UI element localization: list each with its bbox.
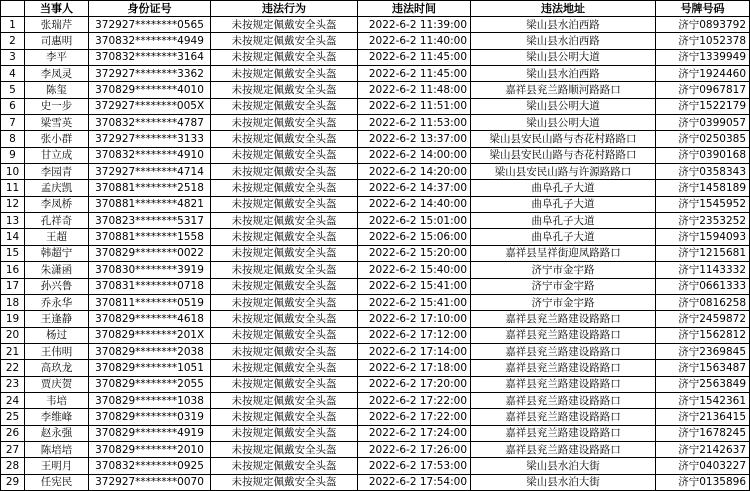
violation-address: 济宁市金宇路 bbox=[471, 262, 656, 278]
table-row bbox=[1, 229, 750, 245]
party-name: 孟庆凯 bbox=[25, 180, 89, 196]
id-number: 370829********4919 bbox=[89, 425, 211, 441]
row-index: 27 bbox=[1, 441, 25, 457]
table-row bbox=[1, 262, 750, 278]
plate-number: 济宁1563487 bbox=[656, 360, 750, 376]
row-index: 8 bbox=[1, 131, 25, 147]
row-index: 18 bbox=[1, 294, 25, 310]
plate-number: 济宁1215681 bbox=[656, 245, 750, 261]
plate-number: 济宁1562812 bbox=[656, 327, 750, 343]
violation-address: 梁山县安民山路与许源路路口 bbox=[471, 164, 656, 180]
plate-number: 济宁2369845 bbox=[656, 343, 750, 359]
id-number: 372927********3133 bbox=[89, 131, 211, 147]
violation-time: 2022-6-2 17:22:00 bbox=[358, 409, 471, 425]
party-name: 王明月 bbox=[25, 458, 89, 474]
party-name: 史一步 bbox=[25, 98, 89, 114]
id-number: 370832********3164 bbox=[89, 49, 211, 65]
plate-number: 济宁1143332 bbox=[656, 262, 750, 278]
plate-number: 济宁1542361 bbox=[656, 392, 750, 408]
violation-address: 嘉祥县兖兰路建设路路口 bbox=[471, 360, 656, 376]
violation-address: 梁山县公明大道 bbox=[471, 115, 656, 131]
row-index: 26 bbox=[1, 425, 25, 441]
violation: 未按规定佩戴安全头盔 bbox=[211, 311, 358, 327]
id-number: 370829********2055 bbox=[89, 376, 211, 392]
row-index: 28 bbox=[1, 458, 25, 474]
party-name: 张小群 bbox=[25, 131, 89, 147]
id-number: 370829********1038 bbox=[89, 392, 211, 408]
violation: 未按规定佩戴安全头盔 bbox=[211, 98, 358, 114]
id-number: 372927********0565 bbox=[89, 17, 211, 33]
violation-time: 2022-6-2 17:12:00 bbox=[358, 327, 471, 343]
violation-time: 2022-6-2 15:40:00 bbox=[358, 262, 471, 278]
violation-address: 嘉祥县兖兰路建设路路口 bbox=[471, 409, 656, 425]
table-body bbox=[1, 17, 750, 491]
violation: 未按规定佩戴安全头盔 bbox=[211, 343, 358, 359]
party-name: 贾庆贺 bbox=[25, 376, 89, 392]
row-index: 19 bbox=[1, 311, 25, 327]
header-address: 违法地址 bbox=[471, 1, 656, 17]
party-name: 张瑞芹 bbox=[25, 17, 89, 33]
violation-address: 嘉祥县兖兰路建设路路口 bbox=[471, 311, 656, 327]
id-number: 370829********0319 bbox=[89, 409, 211, 425]
plate-number: 济宁1678245 bbox=[656, 425, 750, 441]
party-name: 朱潇函 bbox=[25, 262, 89, 278]
id-number: 370829********1051 bbox=[89, 360, 211, 376]
party-name: 王逢静 bbox=[25, 311, 89, 327]
header-id-number: 身份证号 bbox=[89, 1, 211, 17]
table-row bbox=[1, 180, 750, 196]
row-index: 6 bbox=[1, 98, 25, 114]
row-index: 16 bbox=[1, 262, 25, 278]
plate-number: 济宁1594093 bbox=[656, 229, 750, 245]
party-name: 王伟明 bbox=[25, 343, 89, 359]
plate-number: 济宁0403227 bbox=[656, 458, 750, 474]
party-name: 孔祥奇 bbox=[25, 213, 89, 229]
violation-address: 嘉祥县兖兰路顺河路路口 bbox=[471, 82, 656, 98]
violation-time: 2022-6-2 15:41:00 bbox=[358, 294, 471, 310]
violation-address: 梁山县水泊大街 bbox=[471, 458, 656, 474]
violation: 未按规定佩戴安全头盔 bbox=[211, 409, 358, 425]
violation-address: 嘉祥县兖兰路建设路路口 bbox=[471, 327, 656, 343]
row-index: 20 bbox=[1, 327, 25, 343]
violation-time: 2022-6-2 17:10:00 bbox=[358, 311, 471, 327]
plate-number: 济宁0358343 bbox=[656, 164, 750, 180]
violation: 未按规定佩戴安全头盔 bbox=[211, 33, 358, 49]
violation-address: 梁山县安民山路与杏花村路路口 bbox=[471, 147, 656, 163]
violation-address: 嘉祥县兖兰路建设路路口 bbox=[471, 376, 656, 392]
table-row bbox=[1, 131, 750, 147]
plate-number: 济宁1052378 bbox=[656, 33, 750, 49]
violation: 未按规定佩戴安全头盔 bbox=[211, 49, 358, 65]
table-row bbox=[1, 458, 750, 474]
party-name: 高玖龙 bbox=[25, 360, 89, 376]
id-number: 370829********201X bbox=[89, 327, 211, 343]
violation-time: 2022-6-2 14:00:00 bbox=[358, 147, 471, 163]
party-name: 陈玺 bbox=[25, 82, 89, 98]
violation: 未按规定佩戴安全头盔 bbox=[211, 441, 358, 457]
table-row bbox=[1, 360, 750, 376]
party-name: 杨过 bbox=[25, 327, 89, 343]
row-index: 21 bbox=[1, 343, 25, 359]
party-name: 乔永华 bbox=[25, 294, 89, 310]
violation-address: 济宁市金宇路 bbox=[471, 278, 656, 294]
violation: 未按规定佩戴安全头盔 bbox=[211, 196, 358, 212]
row-index: 14 bbox=[1, 229, 25, 245]
table-row bbox=[1, 278, 750, 294]
row-index: 2 bbox=[1, 33, 25, 49]
row-index: 11 bbox=[1, 180, 25, 196]
table-row bbox=[1, 66, 750, 82]
row-index: 15 bbox=[1, 245, 25, 261]
violation: 未按规定佩戴安全头盔 bbox=[211, 392, 358, 408]
row-index: 17 bbox=[1, 278, 25, 294]
violation: 未按规定佩戴安全头盔 bbox=[211, 147, 358, 163]
plate-number: 济宁0661333 bbox=[656, 278, 750, 294]
table-row bbox=[1, 343, 750, 359]
violation-address: 曲阜孔子大道 bbox=[471, 229, 656, 245]
id-number: 370829********4010 bbox=[89, 82, 211, 98]
violation-time: 2022-6-2 17:26:00 bbox=[358, 441, 471, 457]
table-row bbox=[1, 98, 750, 114]
party-name: 李平 bbox=[25, 49, 89, 65]
violation-time: 2022-6-2 17:20:00 bbox=[358, 376, 471, 392]
party-name: 李维峰 bbox=[25, 409, 89, 425]
party-name: 司惠明 bbox=[25, 33, 89, 49]
violation-address: 梁山县水泊大街 bbox=[471, 474, 656, 490]
id-number: 370881********1558 bbox=[89, 229, 211, 245]
table-row bbox=[1, 196, 750, 212]
table-row bbox=[1, 33, 750, 49]
row-index: 9 bbox=[1, 147, 25, 163]
plate-number: 济宁2353252 bbox=[656, 213, 750, 229]
table-row bbox=[1, 441, 750, 457]
table-row bbox=[1, 17, 750, 33]
violation-time: 2022-6-2 17:14:00 bbox=[358, 343, 471, 359]
row-index: 3 bbox=[1, 49, 25, 65]
party-name: 陈培培 bbox=[25, 441, 89, 457]
violation: 未按规定佩戴安全头盔 bbox=[211, 131, 358, 147]
plate-number: 济宁1458189 bbox=[656, 180, 750, 196]
header-row bbox=[1, 1, 750, 17]
violation: 未按规定佩戴安全头盔 bbox=[211, 294, 358, 310]
table-row bbox=[1, 115, 750, 131]
party-name: 任宪民 bbox=[25, 474, 89, 490]
violation: 未按规定佩戴安全头盔 bbox=[211, 245, 358, 261]
party-name: 韦培 bbox=[25, 392, 89, 408]
table-row bbox=[1, 474, 750, 490]
row-index: 22 bbox=[1, 360, 25, 376]
plate-number: 济宁0893792 bbox=[656, 17, 750, 33]
violation: 未按规定佩戴安全头盔 bbox=[211, 229, 358, 245]
violation-time: 2022-6-2 13:37:00 bbox=[358, 131, 471, 147]
violation: 未按规定佩戴安全头盔 bbox=[211, 180, 358, 196]
header-violation: 违法行为 bbox=[211, 1, 358, 17]
id-number: 370832********4910 bbox=[89, 147, 211, 163]
id-number: 370823********5317 bbox=[89, 213, 211, 229]
violation-address: 嘉祥县兖兰路建设路路口 bbox=[471, 425, 656, 441]
row-index: 12 bbox=[1, 196, 25, 212]
id-number: 370811********0519 bbox=[89, 294, 211, 310]
party-name: 王超 bbox=[25, 229, 89, 245]
violation-address: 曲阜孔子大道 bbox=[471, 180, 656, 196]
table-row bbox=[1, 425, 750, 441]
violation: 未按规定佩戴安全头盔 bbox=[211, 213, 358, 229]
plate-number: 济宁2142637 bbox=[656, 441, 750, 457]
table-row bbox=[1, 392, 750, 408]
party-name: 甘立成 bbox=[25, 147, 89, 163]
plate-number: 济宁2563849 bbox=[656, 376, 750, 392]
violation-time: 2022-6-2 11:53:00 bbox=[358, 115, 471, 131]
violation-time: 2022-6-2 15:41:00 bbox=[358, 278, 471, 294]
id-number: 370831********0718 bbox=[89, 278, 211, 294]
id-number: 372927********005X bbox=[89, 98, 211, 114]
violation-address: 嘉祥县兖兰路建设路路口 bbox=[471, 343, 656, 359]
violation: 未按规定佩戴安全头盔 bbox=[211, 327, 358, 343]
table-row bbox=[1, 294, 750, 310]
party-name: 赵永强 bbox=[25, 425, 89, 441]
row-index: 29 bbox=[1, 474, 25, 490]
id-number: 370829********2010 bbox=[89, 441, 211, 457]
plate-number: 济宁0390168 bbox=[656, 147, 750, 163]
violation-address: 梁山县公明大道 bbox=[471, 98, 656, 114]
plate-number: 济宁2459872 bbox=[656, 311, 750, 327]
plate-number: 济宁1339949 bbox=[656, 49, 750, 65]
row-index: 24 bbox=[1, 392, 25, 408]
violation-time: 2022-6-2 15:20:00 bbox=[358, 245, 471, 261]
violation-address: 嘉祥县呈祥街迎凤路路口 bbox=[471, 245, 656, 261]
id-number: 370881********2518 bbox=[89, 180, 211, 196]
table-row bbox=[1, 245, 750, 261]
violation-time: 2022-6-2 14:37:00 bbox=[358, 180, 471, 196]
violation: 未按规定佩戴安全头盔 bbox=[211, 82, 358, 98]
id-number: 370881********4821 bbox=[89, 196, 211, 212]
plate-number: 济宁0250385 bbox=[656, 131, 750, 147]
id-number: 370829********2038 bbox=[89, 343, 211, 359]
table-row bbox=[1, 164, 750, 180]
row-index: 10 bbox=[1, 164, 25, 180]
violation-address: 济宁市金宇路 bbox=[471, 294, 656, 310]
violation-time: 2022-6-2 17:22:00 bbox=[358, 392, 471, 408]
id-number: 370829********0022 bbox=[89, 245, 211, 261]
violation-time: 2022-6-2 14:40:00 bbox=[358, 196, 471, 212]
id-number: 370832********4787 bbox=[89, 115, 211, 131]
row-index: 25 bbox=[1, 409, 25, 425]
plate-number: 济宁0816258 bbox=[656, 294, 750, 310]
violation-time: 2022-6-2 11:39:00 bbox=[358, 17, 471, 33]
id-number: 370832********0925 bbox=[89, 458, 211, 474]
violation-time: 2022-6-2 15:01:00 bbox=[358, 213, 471, 229]
id-number: 370829********4618 bbox=[89, 311, 211, 327]
violation-time: 2022-6-2 17:24:00 bbox=[358, 425, 471, 441]
violation-time: 2022-6-2 11:48:00 bbox=[358, 82, 471, 98]
row-index: 13 bbox=[1, 213, 25, 229]
violation: 未按规定佩戴安全头盔 bbox=[211, 376, 358, 392]
header-plate: 号牌号码 bbox=[656, 1, 750, 17]
party-name: 李园青 bbox=[25, 164, 89, 180]
header-time: 违法时间 bbox=[358, 1, 471, 17]
plate-number: 济宁1545952 bbox=[656, 196, 750, 212]
plate-number: 济宁1924460 bbox=[656, 66, 750, 82]
id-number: 372927********0070 bbox=[89, 474, 211, 490]
id-number: 370832********4949 bbox=[89, 33, 211, 49]
violation-time: 2022-6-2 11:51:00 bbox=[358, 98, 471, 114]
violation-time: 2022-6-2 11:40:00 bbox=[358, 33, 471, 49]
plate-number: 济宁0399057 bbox=[656, 115, 750, 131]
party-name: 韩超宁 bbox=[25, 245, 89, 261]
violation: 未按规定佩戴安全头盔 bbox=[211, 164, 358, 180]
violation-address: 梁山县水泊西路 bbox=[471, 66, 656, 82]
violation: 未按规定佩戴安全头盔 bbox=[211, 262, 358, 278]
violation-time: 2022-6-2 14:20:00 bbox=[358, 164, 471, 180]
violation-address: 梁山县水泊西路 bbox=[471, 33, 656, 49]
violation-time: 2022-6-2 11:45:00 bbox=[358, 49, 471, 65]
violation: 未按规定佩戴安全头盔 bbox=[211, 278, 358, 294]
table-row bbox=[1, 311, 750, 327]
party-name: 孙兴鲁 bbox=[25, 278, 89, 294]
row-index: 23 bbox=[1, 376, 25, 392]
table-row bbox=[1, 376, 750, 392]
party-name: 李凤桥 bbox=[25, 196, 89, 212]
violation-address: 梁山县安民山路与杏花村路路口 bbox=[471, 131, 656, 147]
header-party: 当事人 bbox=[25, 1, 89, 17]
party-name: 李凤灵 bbox=[25, 66, 89, 82]
violation-time: 2022-6-2 17:53:00 bbox=[358, 458, 471, 474]
violation-address: 嘉祥县兖兰路建设路路口 bbox=[471, 392, 656, 408]
header-index bbox=[1, 1, 25, 17]
table-row bbox=[1, 82, 750, 98]
table-row bbox=[1, 49, 750, 65]
table-row bbox=[1, 213, 750, 229]
party-name: 梁雪英 bbox=[25, 115, 89, 131]
id-number: 372927********3362 bbox=[89, 66, 211, 82]
violation-time: 2022-6-2 11:45:00 bbox=[358, 66, 471, 82]
violation-address: 嘉祥县兖兰路建设路路口 bbox=[471, 441, 656, 457]
violation-time: 2022-6-2 17:18:00 bbox=[358, 360, 471, 376]
row-index: 1 bbox=[1, 17, 25, 33]
table-row bbox=[1, 327, 750, 343]
violation: 未按规定佩戴安全头盔 bbox=[211, 17, 358, 33]
id-number: 370830********3919 bbox=[89, 262, 211, 278]
violation-address: 梁山县公明大道 bbox=[471, 49, 656, 65]
violation: 未按规定佩戴安全头盔 bbox=[211, 425, 358, 441]
violation: 未按规定佩戴安全头盔 bbox=[211, 474, 358, 490]
violation: 未按规定佩戴安全头盔 bbox=[211, 458, 358, 474]
violation: 未按规定佩戴安全头盔 bbox=[211, 115, 358, 131]
violation-time: 2022-6-2 17:54:00 bbox=[358, 474, 471, 490]
violation: 未按规定佩戴安全头盔 bbox=[211, 360, 358, 376]
row-index: 5 bbox=[1, 82, 25, 98]
violation-address: 曲阜孔子大道 bbox=[471, 213, 656, 229]
violation-time: 2022-6-2 15:06:00 bbox=[358, 229, 471, 245]
plate-number: 济宁0135896 bbox=[656, 474, 750, 490]
violation-address: 曲阜孔子大道 bbox=[471, 196, 656, 212]
plate-number: 济宁1522179 bbox=[656, 98, 750, 114]
plate-number: 济宁2136415 bbox=[656, 409, 750, 425]
violation-address: 梁山县水泊西路 bbox=[471, 17, 656, 33]
id-number: 372927********4714 bbox=[89, 164, 211, 180]
plate-number: 济宁0967817 bbox=[656, 82, 750, 98]
table-row bbox=[1, 409, 750, 425]
row-index: 4 bbox=[1, 66, 25, 82]
violation: 未按规定佩戴安全头盔 bbox=[211, 66, 358, 82]
row-index: 7 bbox=[1, 115, 25, 131]
table-row bbox=[1, 147, 750, 163]
